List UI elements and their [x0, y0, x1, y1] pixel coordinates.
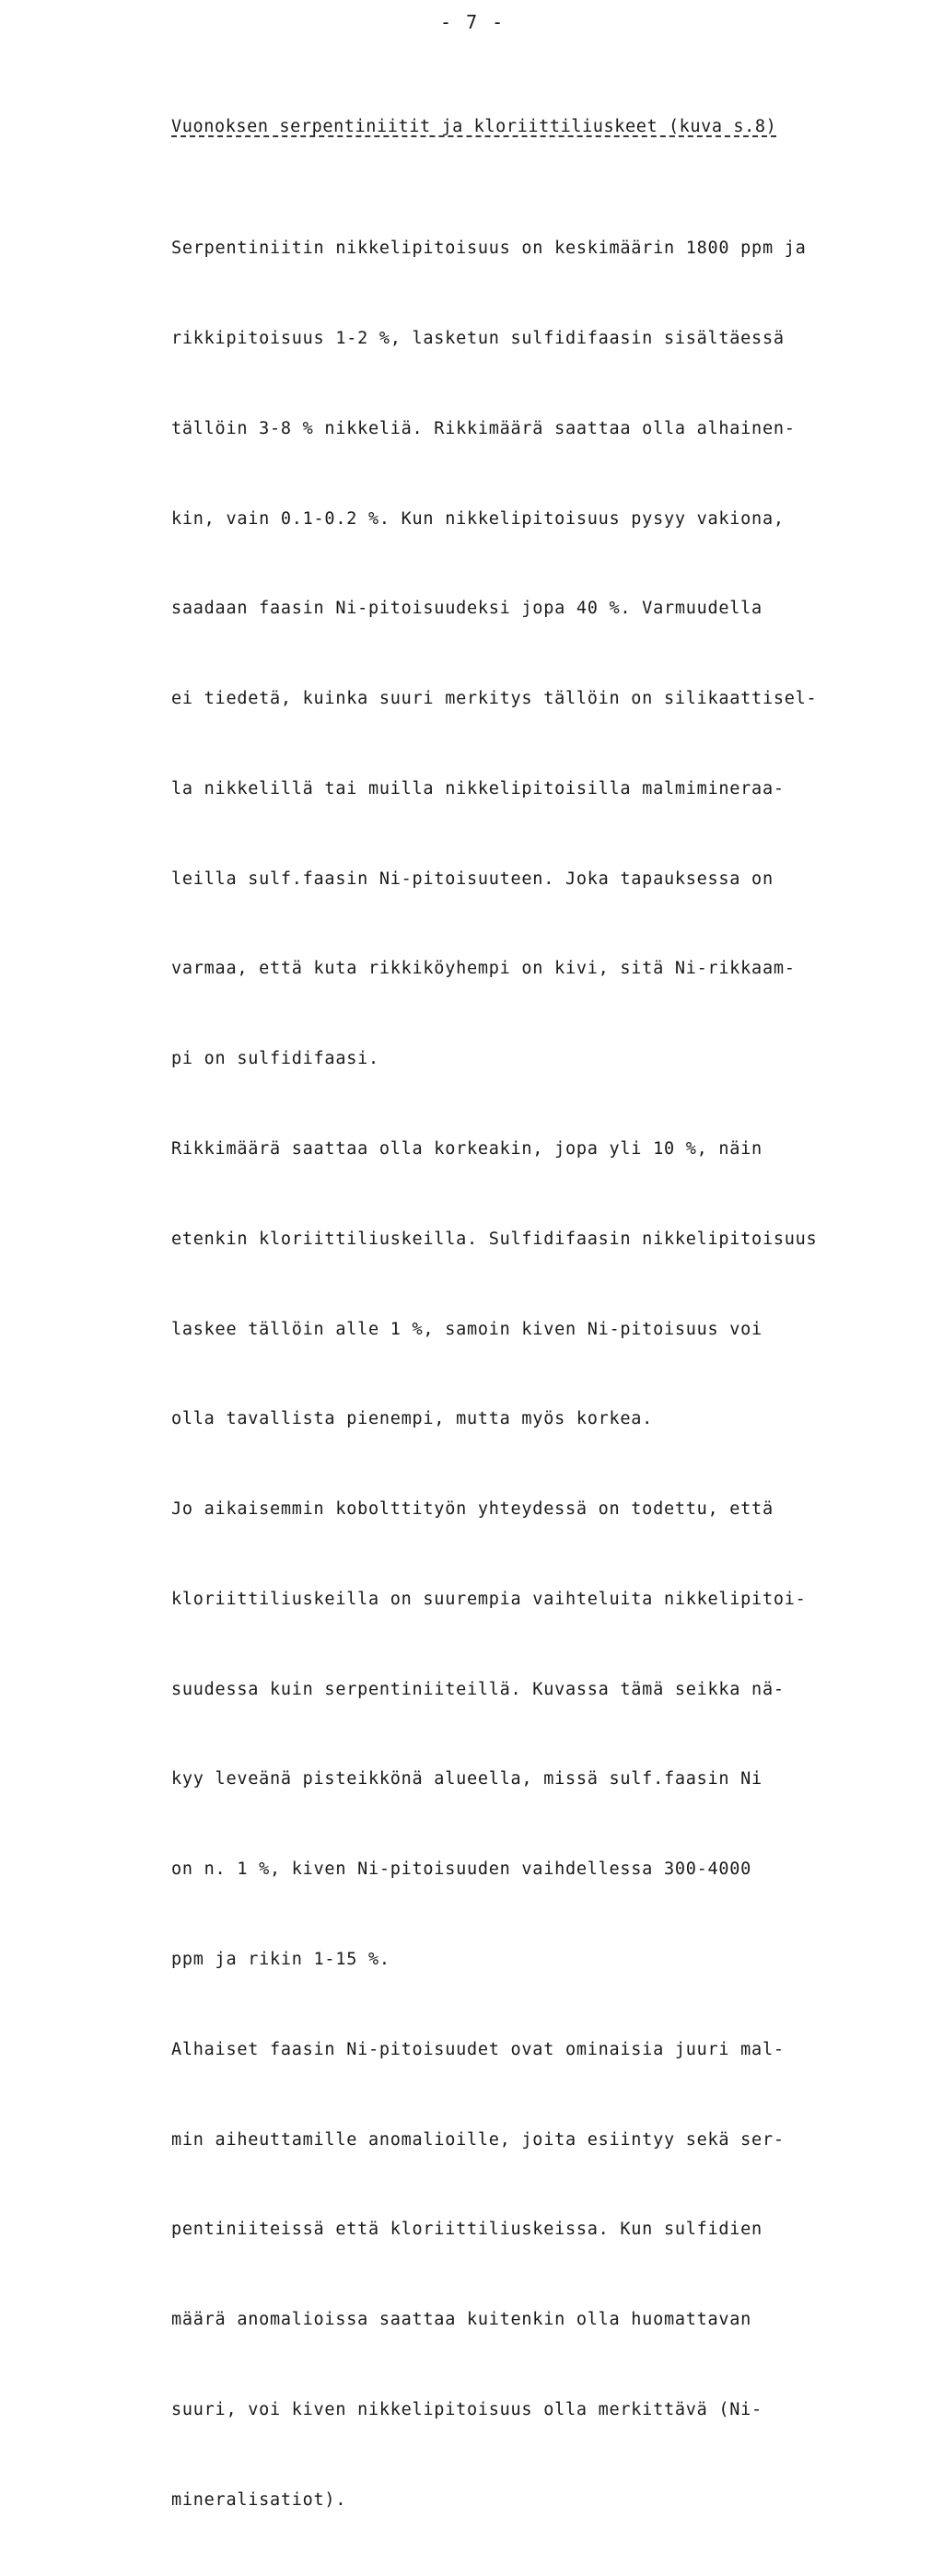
- text-line: tällöin 3-8 % nikkeliä. Rikkimäärä saattaa olla alhainen-: [171, 418, 796, 438]
- text-line: saadaan faasin Ni-pitoisuudeksi jopa 40 %. Varmuudella: [171, 599, 763, 619]
- text-line: Serpentiniitin nikkelipitoisuus on keskimäärin 1800 ppm ja: [171, 239, 807, 259]
- text-line: ei tiedetä, kuinka suuri merkitys tällöin on silikaattisel-: [171, 689, 818, 709]
- text-line: Alhaiset faasin Ni-pitoisuudet ovat ominaisia juuri mal-: [171, 2039, 785, 2059]
- text-line: määrä anomalioissa saattaa kuitenkin olla huomattavan: [171, 2310, 752, 2330]
- text-line: min aiheuttamille anomalioille, joita esiintyy sekä ser-: [171, 2129, 785, 2150]
- text-line: suuri, voi kiven nikkelipitoisuus olla merkittävä (Ni-: [171, 2399, 763, 2419]
- body-text: [171, 174, 908, 2576]
- text-line: kyy leveänä pisteikkönä alueella, missä sulf.faasin Ni: [171, 1769, 763, 1789]
- text-line: pentiniiteissä että kloriittiliuskeissa. Kun sulfidien: [171, 2220, 763, 2240]
- section-heading: Vuonoksen serpentiniitit ja kloriittiliuskeet (kuva s.8): [171, 117, 777, 136]
- text-line: Rikkimäärä saattaa olla korkeakin, jopa yli 10 %, näin: [171, 1139, 763, 1159]
- text-line: on n. 1 %, kiven Ni-pitoisuuden vaihdellessa 300-4000: [171, 1859, 752, 1880]
- text-line: pi on sulfidifaasi.: [171, 1049, 379, 1069]
- text-line: varmaa, että kuta rikkiköyhempi on kivi, sitä Ni-rikkaam-: [171, 959, 796, 979]
- text-line: olla tavallista pienempi, mutta myös korkea.: [171, 1409, 654, 1429]
- text-line: ppm ja rikin 1-15 %.: [171, 1950, 390, 1970]
- text-line: etenkin kloriittiliuskeilla. Sulfidifaasin nikkelipitoisuus: [171, 1229, 818, 1249]
- text-line: kloriittiliuskeilla on suurempia vaihteluita nikkelipitoi-: [171, 1589, 807, 1609]
- text-line: mineralisatiot).: [171, 2489, 347, 2510]
- text-line: leilla sulf.faasin Ni-pitoisuuteen. Joka tapauksessa on: [171, 868, 774, 889]
- page-number: - 7 -: [440, 11, 506, 33]
- text-line: suudessa kuin serpentiniiteillä. Kuvassa tämä seikka nä-: [171, 1679, 785, 1699]
- text-line: laskee tällöin alle 1 %, samoin kiven Ni-pitoisuus voi: [171, 1319, 763, 1339]
- text-line: kin, vain 0.1-0.2 %. Kun nikkelipitoisuus pysyy vakiona,: [171, 508, 785, 529]
- text-line: Jo aikaisemmin kobolttityön yhteydessä on todettu, että: [171, 1499, 774, 1520]
- text-line: la nikkelillä tai muilla nikkelipitoisilla malmimineraa-: [171, 778, 785, 798]
- text-line: rikkipitoisuus 1-2 %, lasketun sulfidifaasin sisältäessä: [171, 328, 785, 348]
